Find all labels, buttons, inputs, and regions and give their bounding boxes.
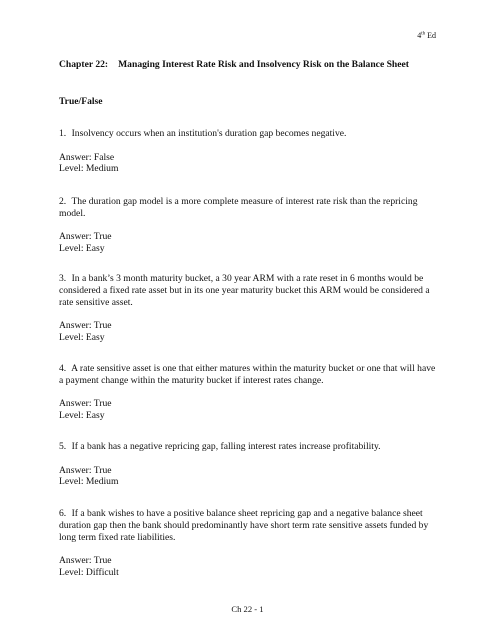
edition-label — [417, 31, 436, 41]
question-item — [59, 196, 439, 255]
edition-suffix: th — [421, 31, 426, 37]
question-body: If a bank has a negative repricing gap, falling interest rates increase profitability. — [71, 441, 381, 452]
question-body: If a bank wishes to have a positive balance sheet repricing gap and a negative balance sheet duration gap then the bank should predominantly have short term rate sensitive assets funded by long term fixed rate liabilities. — [59, 508, 429, 543]
level-line: Level: Easy — [59, 410, 105, 422]
level-line: Level: Medium — [59, 476, 119, 488]
question-number: 3. — [59, 273, 67, 284]
page-footer: Ch 22 - 1 — [231, 604, 264, 614]
chapter-title — [59, 59, 409, 71]
answer-line: Answer: True — [59, 555, 112, 567]
answer-block — [59, 465, 439, 489]
question-text — [59, 196, 439, 220]
chapter-name: Managing Interest Rate Risk and Insolvency Risk on the Balance Sheet — [118, 59, 409, 70]
answer-line: Answer: True — [59, 320, 112, 332]
question-number: 1. — [59, 128, 67, 139]
question-number: 6. — [59, 508, 67, 519]
level-line: Level: Difficult — [59, 566, 119, 578]
question-text — [59, 441, 439, 453]
question-number: 2. — [59, 196, 67, 207]
answer-block — [59, 398, 439, 422]
answer-block — [59, 555, 439, 579]
answer-block — [59, 320, 439, 344]
answer-line: Answer: True — [59, 231, 112, 243]
question-body: Insolvency occurs when an institution's duration gap becomes negative. — [71, 128, 347, 139]
question-number: 5. — [59, 441, 67, 452]
answer-block — [59, 152, 439, 176]
question-body: A rate sensitive asset is one that either matures within the maturity bucket or one that will have a payment change within the maturity bucket if interest rates change. — [59, 363, 436, 386]
level-line: Level: Easy — [59, 243, 105, 255]
question-text — [59, 363, 439, 387]
edition-number: 4 — [417, 31, 422, 40]
answer-line: Answer: True — [59, 398, 112, 410]
question-body: The duration gap model is a more complete measure of interest rate risk than the repricing model. — [59, 196, 418, 219]
chapter-label: Chapter 22: — [59, 59, 109, 70]
question-number: 4. — [59, 363, 67, 374]
answer-block — [59, 231, 439, 255]
question-text — [59, 273, 439, 308]
edition-text: Ed — [427, 31, 436, 40]
question-item — [59, 363, 439, 422]
question-text — [59, 128, 439, 140]
question-item — [59, 508, 439, 579]
level-line: Level: Easy — [59, 331, 105, 343]
section-heading: True/False — [59, 96, 103, 107]
question-item — [59, 441, 439, 488]
answer-line: Answer: False — [59, 151, 115, 163]
level-line: Level: Medium — [59, 163, 119, 175]
answer-line: Answer: True — [59, 464, 112, 476]
question-item — [59, 273, 439, 344]
question-body: In a bank’s 3 month maturity bucket, a 30 year ARM with a rate reset in 6 months would be considered a fixed rate asset but in its one year maturity bucket this ARM would be considered a rate sensitive asset. — [59, 273, 430, 308]
question-item — [59, 128, 439, 175]
question-text — [59, 508, 439, 543]
